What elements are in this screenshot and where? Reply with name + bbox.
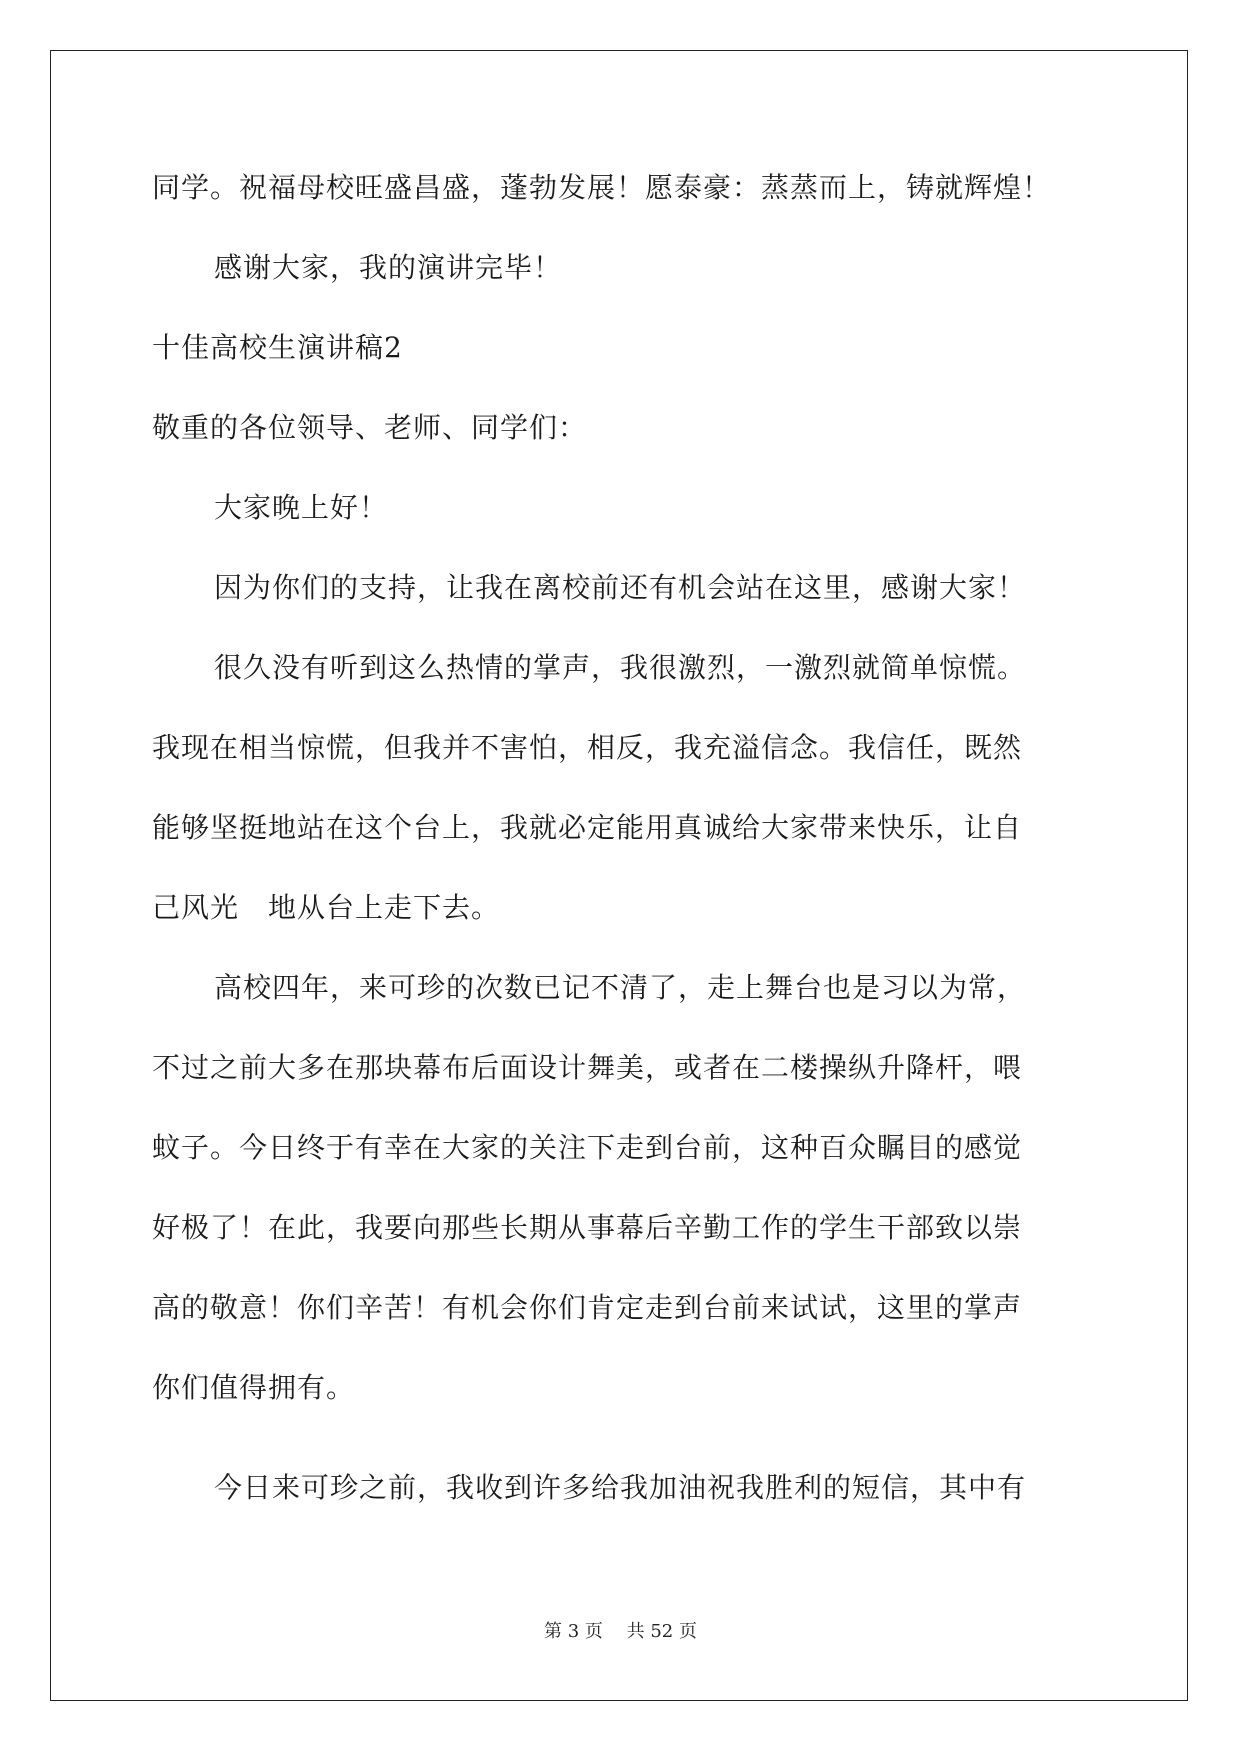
text-line-10: 己风光 地从台上走下去。 [152,891,501,924]
text-line-17: 今日来可珍之前，我收到许多给我加油祝我胜利的短信，其中有 [214,1471,1027,1504]
text-line-7: 很久没有听到这么热情的掌声，我很激烈，一激烈就简单惊慌。 [214,651,1027,684]
text-line-8: 我现在相当惊慌，但我并不害怕，相反，我充溢信念。我信任，既然 [152,731,1023,764]
section-heading: 十佳高校生演讲稿2 [152,331,403,364]
text-line-12: 不过之前大多在那块幕布后面设计舞美，或者在二楼操纵升降杆，喂 [152,1051,1023,1084]
page-number-footer: 第 3 页 共 52 页 [544,1621,697,1642]
text-line-14: 好极了！在此，我要向那些长期从事幕后辛勤工作的学生干部致以崇 [152,1211,1023,1244]
text-line-2: 感谢大家，我的演讲完毕！ [214,251,563,284]
page-border [50,50,1188,1701]
text-line-6: 因为你们的支持，让我在离校前还有机会站在这里，感谢大家！ [214,571,1027,604]
text-line-13: 蚊子。今日终于有幸在大家的关注下走到台前，这种百众瞩目的感觉 [152,1131,1023,1164]
text-line-11: 高校四年，来可珍的次数已记不清了，走上舞台也是习以为常， [214,971,1027,1004]
text-line-9: 能够坚挺地站在这个台上，我就必定能用真诚给大家带来快乐，让自 [152,811,1023,844]
text-line-1: 同学。祝福母校旺盛昌盛，蓬勃发展！愿泰豪：蒸蒸而上，铸就辉煌！ [152,171,1052,204]
salutation: 敬重的各位领导、老师、同学们： [152,411,588,444]
text-line-5: 大家晚上好！ [214,491,389,524]
text-line-16: 你们值得拥有。 [152,1371,356,1404]
text-line-15: 高的敬意！你们辛苦！有机会你们肯定走到台前来试试，这里的掌声 [152,1291,1023,1324]
